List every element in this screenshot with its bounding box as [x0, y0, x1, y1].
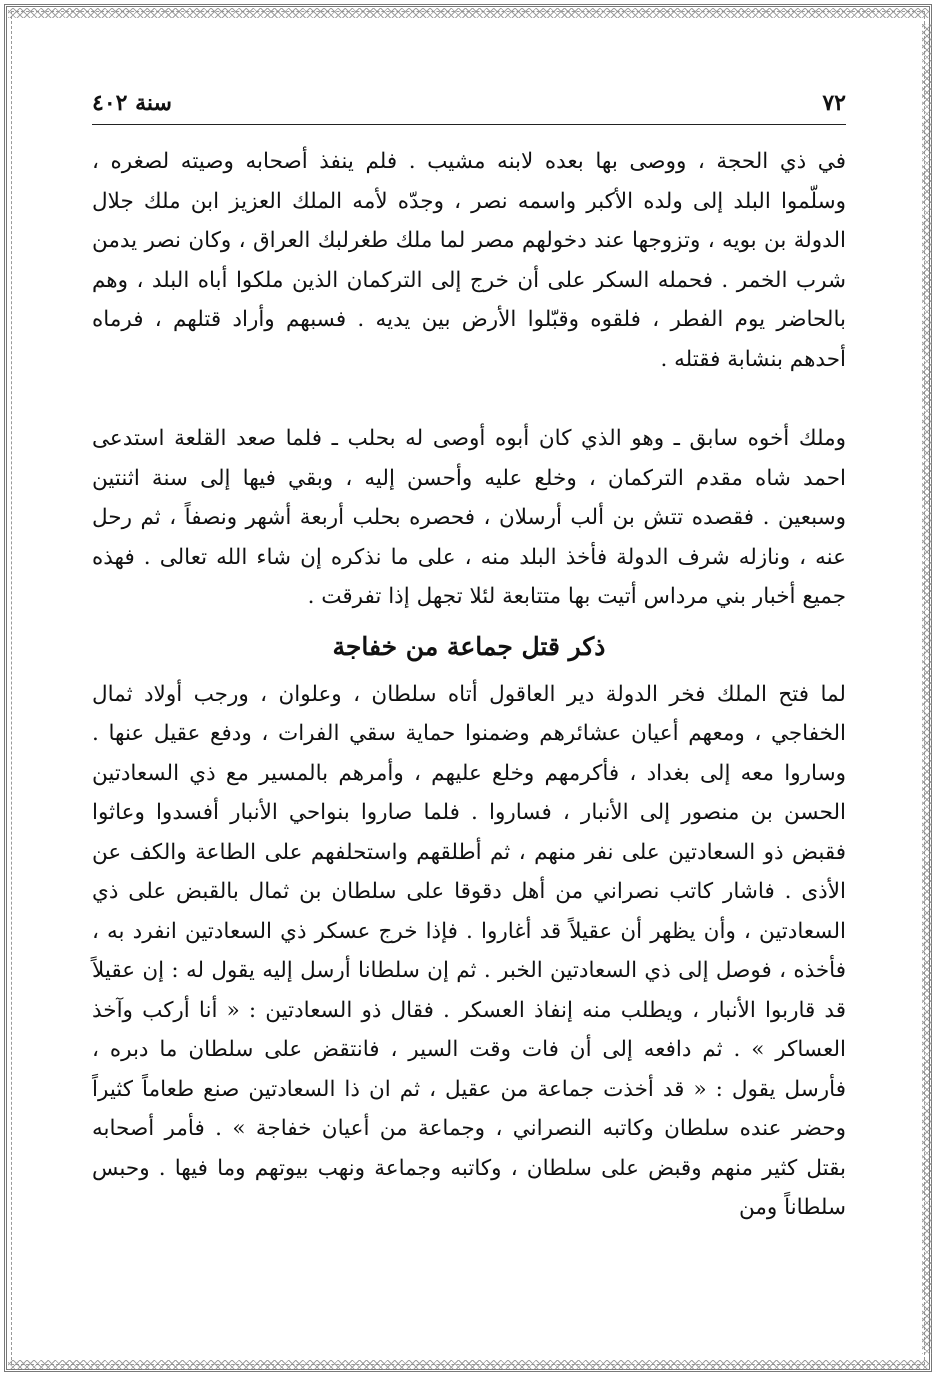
- top-ornament-border: [8, 8, 930, 18]
- running-title: سنة ٤٠٢: [92, 90, 172, 116]
- paragraph: في ذي الحجة ، ووصى بها بعده لابنه مشيب . فلم ينفذ أصحابه وصيته لصغره ، وسلّموا البلد إلى ولده الأكبر واسمه نصر ، وجدّه لأمه الملك العزيز ابن ملك جلال الدولة بن بويه ، وتزوجها عند دخولهم مصر لما ملك طغرلبك العراق ، وكان نصر يدمن شرب الخمر . فحمله السكر على أن خرج إلى التركمان الذين ملكوا أباه البلد ، وهم بالحاضر يوم الفطر ، فلقوه وقبّلوا الأرض بين يديه . فسبهم وأراد قتلهم ، فرماه أحدهم بنشابة فقتله .: [92, 149, 846, 372]
- section-heading: ذكر قتل جماعة من خفاجة: [332, 631, 606, 661]
- section-paragraph: لما فتح الملك فخر الدولة دير العاقول أتاه سلطان ، وعلوان ، ورجب أولاد ثمال الخفاجي ، ومعهم أعيان عشائرهم وضمنوا حماية سقي الفرات ، ودفع عقيل عنها . وساروا معه إلى بغداد ، فأكرمهم وخلع عليهم ، وأمرهم بالمسير مع ذي السعادتين الحسن بن منصور إلى الأنبار ، فساروا . فلما صاروا بنواحي الأنبار أفسدوا وعاثوا فقبض ذو السعادتين على نفر منهم ، ثم أطلقهم واستحلفهم على الطاعة والكف عن الأذى . فاشار كاتب نصراني من أهل دقوقا على سلطان بن ثمال بالقبض على ذي السعادتين ، وأن يظهر أن عقيلاً قد أغاروا . فإذا خرج عسكر ذي السعادتين انفرد به ، فأخذه ، فوصل إلى ذي السعادتين الخبر . ثم إن سلطانا أرسل إليه يقول له : إن عقيلاً قد قاربوا الأنبار ، ويطلب منه إنفاذ العسكر . فقال ذو السعادتين : « أنا أركب وآخذ العساكر » . ثم دافعه إلى أن فات وقت السير ، فانتقض على سلطان ما دبره ، فأرسل يقول : « قد أخذت جماعة من عقيل ، ثم ان ذا السعادتين صنع طعاماً كثيراً وحضر عنده سلطان وكاتبه النصراني ، وجماعة من أعيان خفاجة » . فأمر أصحابه بقتل كثير منهم وقبض على سلطان ، وكاتبه وجماعة ونهب بيوتهم وما فيها . وحبس سلطاناً ومن: [92, 681, 846, 1220]
- paragraph: وملك أخوه سابق ـ وهو الذي كان أبوه أوصى له بحلب ـ فلما صعد القلعة استدعى احمد شاه مقدم التركمان ، وخلع عليه وأحسن إليه ، وبقي فيها إلى سنة اثنتين وسبعين . فقصده تتش بن ألب أرسلان ، فحصره بحلب أربعة أشهر ونصفاً ، ثم رحل عنه ، ونازله شرف الدولة فأخذ البلد منه ، على ما نذكره إن شاء الله تعالى . فهذه جميع أخبار بني مرداس أتيت بها متتابعة لئلا تجهل إذا تفرقت .: [92, 426, 846, 609]
- side-ornament-border: [922, 24, 932, 1354]
- running-header: [92, 90, 846, 125]
- bottom-ornament-border: [8, 1360, 930, 1370]
- page-body: [92, 142, 846, 1228]
- page-number: ٧٢: [822, 90, 846, 116]
- paragraph-spacer: [92, 379, 846, 419]
